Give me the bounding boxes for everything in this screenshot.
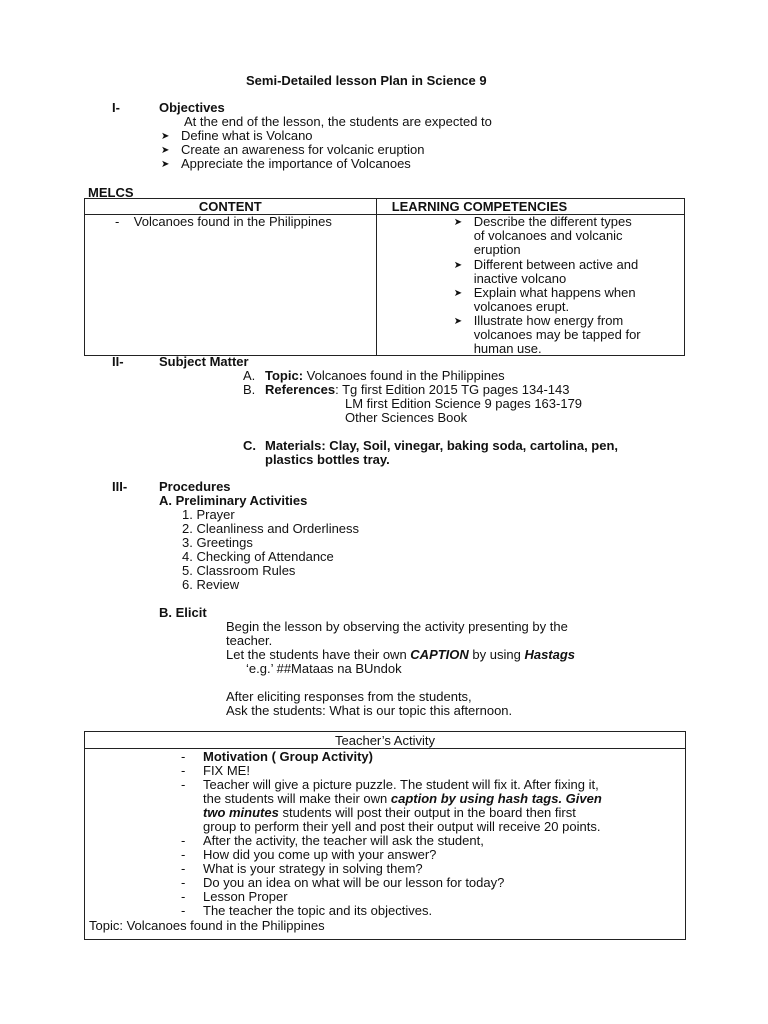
list-item: The teacher the topic and its objectives.	[203, 903, 433, 918]
list-item: What is your strategy in solving them?	[203, 861, 423, 876]
list-item: 5. Classroom Rules	[182, 563, 296, 578]
references-line-2: LM first Edition Science 9 pages 163-179	[345, 396, 583, 411]
elicit-line-2: teacher.	[226, 633, 273, 648]
references-letter: B.	[243, 382, 256, 397]
objective-item: Define what is Volcano	[181, 128, 313, 143]
references-line: References: Tg first Edition 2015 TG pages 134-143	[265, 382, 570, 397]
arrow-bullet-icon: ➤	[453, 316, 463, 327]
content-item: - Volcanoes found in the Philippines	[115, 214, 332, 229]
topic-line: Topic: Volcanoes found in the Philippines	[265, 368, 505, 383]
list-item: 1. Prayer	[182, 507, 235, 522]
list-item: After the activity, the teacher will ask the student,	[203, 833, 484, 848]
topic-footer-line: Topic: Volcanoes found in the Philippines	[89, 918, 325, 933]
puzzle-line-3: two minutes students will post their output in the board then first	[203, 805, 576, 820]
dash-bullet: -	[181, 777, 186, 792]
competencies-cell	[376, 215, 684, 356]
materials-letter: C.	[243, 438, 256, 453]
dash-bullet: -	[181, 763, 186, 778]
melcs-label: MELCS	[88, 185, 134, 200]
objective-item: Create an awareness for volcanic eruption	[181, 142, 425, 157]
list-item: 6. Review	[182, 577, 240, 592]
motivation-item: Motivation ( Group Activity)	[203, 749, 373, 764]
preliminary-activities-heading: A. Preliminary Activities	[159, 493, 308, 508]
document-title: Semi-Detailed lesson Plan in Science 9	[246, 73, 487, 88]
competency-item: Different between active and inactive volcano	[473, 257, 639, 287]
arrow-bullet-icon: ➤	[161, 131, 170, 142]
elicit-heading: B. Elicit	[159, 605, 207, 620]
subject-matter-heading: Subject Matter	[159, 354, 249, 369]
content-column-header: CONTENT	[85, 199, 377, 215]
topic-letter: A.	[243, 368, 256, 383]
arrow-bullet-icon: ➤	[161, 145, 170, 156]
references-line-3: Other Sciences Book	[345, 410, 468, 425]
dash-bullet: -	[181, 875, 186, 890]
competency-item: Illustrate how energy from volcanoes may be tapped for human use.	[473, 313, 641, 357]
list-item: Lesson Proper	[203, 889, 288, 904]
arrow-bullet-icon: ➤	[453, 217, 463, 228]
dash-bullet: -	[181, 903, 186, 918]
competency-item: Explain what happens when volcanoes erupt.	[473, 285, 636, 315]
subject-matter-numeral: II-	[112, 354, 124, 369]
procedures-numeral: III-	[112, 479, 128, 494]
dash-bullet: -	[181, 749, 186, 764]
arrow-bullet-icon: ➤	[161, 159, 170, 170]
list-item: Do you an idea on what will be our lesson for today?	[203, 875, 505, 890]
elicit-line-5: After eliciting responses from the students,	[226, 689, 472, 704]
procedures-heading: Procedures	[159, 479, 231, 494]
dash-bullet: -	[181, 847, 186, 862]
competency-item: Describe the different types of volcanoes and volcanic eruption	[473, 214, 632, 258]
dash-bullet: -	[181, 861, 186, 876]
list-item: 4. Checking of Attendance	[182, 549, 334, 564]
teacher-activity-box	[84, 731, 686, 940]
arrow-bullet-icon: ➤	[453, 260, 463, 271]
puzzle-line-1: Teacher will give a picture puzzle. The student will fix it. After fixing it,	[203, 777, 599, 792]
fix-me-item: FIX ME!	[203, 763, 250, 778]
melcs-table	[84, 198, 685, 356]
elicit-line-1: Begin the lesson by observing the activity presenting by the	[226, 619, 568, 634]
objectives-heading: Objectives	[159, 100, 225, 115]
elicit-line-6: Ask the students: What is our topic this afternoon.	[226, 703, 513, 718]
list-item: 2. Cleanliness and Orderliness	[182, 521, 360, 536]
list-item: How did you come up with your answer?	[203, 847, 437, 862]
arrow-bullet-icon: ➤	[453, 288, 463, 299]
puzzle-line-2: the students will make their own caption by using hash tags. Given	[203, 791, 602, 806]
objectives-intro: At the end of the lesson, the students are expected to	[184, 114, 492, 129]
list-item: 3. Greetings	[182, 535, 253, 550]
materials-line-2: plastics bottles tray.	[265, 452, 390, 467]
competencies-column-header: LEARNING COMPETENCIES	[376, 199, 684, 215]
elicit-line-4: ‘e.g.’ ##Mataas na BUndok	[246, 661, 402, 676]
puzzle-line-4: group to perform their yell and post their output will receive 20 points.	[203, 819, 601, 834]
objectives-numeral: I-	[112, 100, 120, 115]
teacher-activity-header: Teacher’s Activity	[85, 732, 685, 749]
dash-bullet: -	[181, 833, 186, 848]
dash-bullet: -	[181, 889, 186, 904]
objective-item: Appreciate the importance of Volcanoes	[181, 156, 411, 171]
elicit-line-3: Let the students have their own CAPTION by using Hastags	[226, 647, 576, 662]
content-cell	[85, 215, 377, 356]
materials-line-1: Materials: Clay, Soil, vinegar, baking soda, cartolina, pen,	[265, 438, 619, 453]
